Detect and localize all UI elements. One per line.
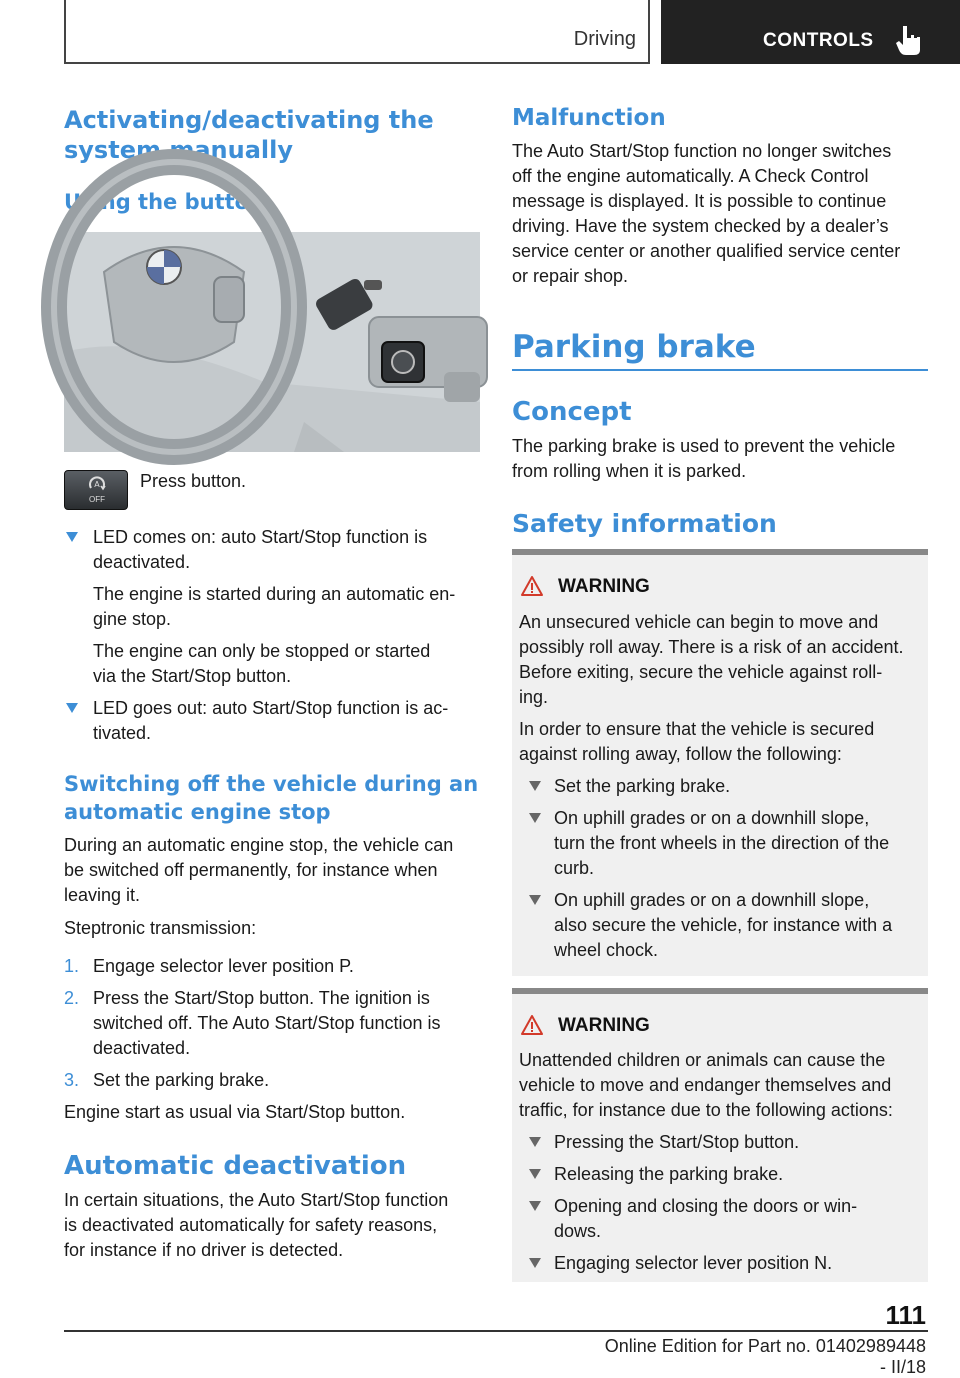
bullet-triangle-icon: [529, 895, 541, 905]
heading-safety-information: Safety information: [512, 509, 777, 538]
auto-start-stop-symbol: [87, 475, 107, 505]
header-rule-bottom: [64, 62, 650, 64]
switch-paragraph-line1: During an automatic engine stop, the vehicle can: [64, 835, 454, 855]
step-2-line1: Press the Start/Stop button. The ignition is: [93, 988, 430, 1008]
page-number: 111: [885, 1300, 926, 1330]
bullet-engine-started-line2: gine stop.: [93, 609, 172, 629]
switch-paragraph-line2: be switched off permanently, for instance when: [64, 860, 438, 880]
step-number: 3.: [64, 1070, 80, 1090]
bullet-engine-stopped-line2: via the Start/Stop button.: [93, 666, 292, 686]
press-button-text: Press button.: [140, 471, 247, 491]
warning-title: WARNING: [558, 1015, 650, 1036]
step-2-line2: switched off. The Auto Start/Stop function is: [93, 1013, 441, 1033]
section-rule: [512, 369, 928, 371]
warning2-item3-line1: Opening and closing the doors or win-: [554, 1196, 858, 1216]
warning1-line3: Before exiting, secure the vehicle against roll-: [519, 662, 883, 682]
steptronic-label: Steptronic transmission:: [64, 918, 257, 938]
header-chapter-label: CONTROLS: [763, 30, 874, 51]
warning1-item3-line3: wheel chock.: [554, 940, 659, 960]
header-section-title: Driving: [573, 28, 636, 50]
warning2-item2: Releasing the parking brake.: [554, 1164, 784, 1184]
bullet-triangle-icon: [529, 1137, 541, 1147]
footer-rule: [64, 1330, 928, 1332]
auto-start-stop-off-button-icon: [64, 470, 128, 510]
warning2-line1: Unattended children or animals can cause the: [519, 1050, 886, 1070]
off-label: OFF: [89, 495, 105, 504]
heading-switching-off-line1: Switching off the vehicle during an: [64, 772, 479, 796]
pointing-hand-icon: [895, 24, 921, 56]
heading-switching-off-line2: automatic engine stop: [64, 800, 331, 824]
heading-activating-line2: system manually: [64, 136, 293, 164]
bullet-triangle-icon: [66, 703, 78, 713]
heading-automatic-deactivation: Automatic deactivation: [64, 1151, 407, 1181]
warning2-item4: Engaging selector lever position N.: [554, 1253, 833, 1273]
bullet-led-out-line1: LED goes out: auto Start/Stop function is ac-: [93, 698, 449, 718]
engine-start-text: Engine start as usual via Start/Stop button.: [64, 1102, 406, 1122]
step-2-line3: deactivated.: [93, 1038, 191, 1058]
warning2-item3-line2: dows.: [554, 1221, 602, 1241]
bullet-triangle-icon: [529, 1258, 541, 1268]
warning1-line4: ing.: [519, 687, 549, 707]
malfunction-line4: driving. Have the system checked by a dealer’s: [512, 216, 889, 236]
warning-box-top-bar: [512, 988, 928, 994]
header-rule-left: [64, 0, 66, 64]
footer-edition: Online Edition for Part no. 01402989448 - II/18: [604, 1336, 926, 1377]
concept-line2: from rolling when it is parked.: [512, 461, 747, 481]
concept-line1: The parking brake is used to prevent the vehicle: [512, 436, 896, 456]
warning1-item3-line2: also secure the vehicle, for instance with a: [554, 915, 893, 935]
warning1-item1: Set the parking brake.: [554, 776, 731, 796]
bullet-triangle-icon: [529, 1201, 541, 1211]
bullet-engine-stopped-line1: The engine can only be stopped or started: [93, 641, 431, 661]
steering-wheel-drawing: [64, 232, 480, 452]
switch-paragraph-line3: leaving it.: [64, 885, 141, 905]
bullet-triangle-icon: [529, 813, 541, 823]
warning1-item2-line2: turn the front wheels in the direction of the: [554, 833, 890, 853]
auto-paragraph-line3: for instance if no driver is detected.: [64, 1240, 344, 1260]
bullet-led-on-line1: LED comes on: auto Start/Stop function is: [93, 527, 428, 547]
bullet-led-on-line2: deactivated.: [93, 552, 191, 572]
warning-box-2: [512, 988, 928, 1282]
steering-wheel-illustration: [64, 232, 480, 452]
warning1-item2-line1: On uphill grades or on a downhill slope,: [554, 808, 870, 828]
step-1-text: Engage selector lever position P.: [93, 956, 354, 976]
step-number: 1.: [64, 956, 80, 976]
warning-box-1: [512, 549, 928, 976]
warning2-line3: traffic, for instance due to the following actions:: [519, 1100, 893, 1120]
warning1-item2-line3: curb.: [554, 858, 595, 878]
step-3-text: Set the parking brake.: [93, 1070, 270, 1090]
malfunction-line1: The Auto Start/Stop function no longer switches: [512, 141, 892, 161]
svg-text:A: A: [94, 480, 100, 489]
bullet-triangle-icon: [529, 781, 541, 791]
step-number: 2.: [64, 988, 80, 1008]
bullet-triangle-icon: [529, 1169, 541, 1179]
warning2-line2: vehicle to move and endanger themselves and: [519, 1075, 892, 1095]
heading-using-button: Using the button: [64, 190, 265, 214]
warning-title: WARNING: [558, 576, 650, 597]
warning1-line5: In order to ensure that the vehicle is secured: [519, 719, 875, 739]
bullet-engine-started-line1: The engine is started during an automatic en-: [93, 584, 456, 604]
auto-paragraph-line2: is deactivated automatically for safety reasons,: [64, 1215, 438, 1235]
warning-triangle-icon: [520, 1014, 544, 1036]
malfunction-line3: message is displayed. It is possible to continue: [512, 191, 887, 211]
bullet-led-out-line2: tivated.: [93, 723, 152, 743]
heading-activating-line1: Activating/deactivating the: [64, 106, 434, 134]
auto-paragraph-line1: In certain situations, the Auto Start/Stop function: [64, 1190, 449, 1210]
warning2-item1: Pressing the Start/Stop button.: [554, 1132, 800, 1152]
malfunction-line2: off the engine automatically. A Check Control: [512, 166, 869, 186]
warning-box-top-bar: [512, 549, 928, 555]
warning1-line1: An unsecured vehicle can begin to move and: [519, 612, 879, 632]
warning1-line6: against rolling away, follow the following:: [519, 744, 842, 764]
heading-concept: Concept: [512, 397, 632, 427]
header-rule-right: [648, 0, 650, 64]
warning1-line2: possibly roll away. There is a risk of an accident.: [519, 637, 904, 657]
heading-parking-brake: Parking brake: [512, 329, 756, 365]
bullet-triangle-icon: [66, 532, 78, 542]
heading-malfunction: Malfunction: [512, 105, 666, 131]
warning-triangle-icon: [520, 575, 544, 597]
header-chapter-tab[interactable]: [661, 0, 960, 64]
malfunction-line5: service center or another qualified service center: [512, 241, 901, 261]
auto-symbol-icon: [87, 475, 107, 493]
malfunction-line6: or repair shop.: [512, 266, 629, 286]
warning1-item3-line1: On uphill grades or on a downhill slope,: [554, 890, 870, 910]
